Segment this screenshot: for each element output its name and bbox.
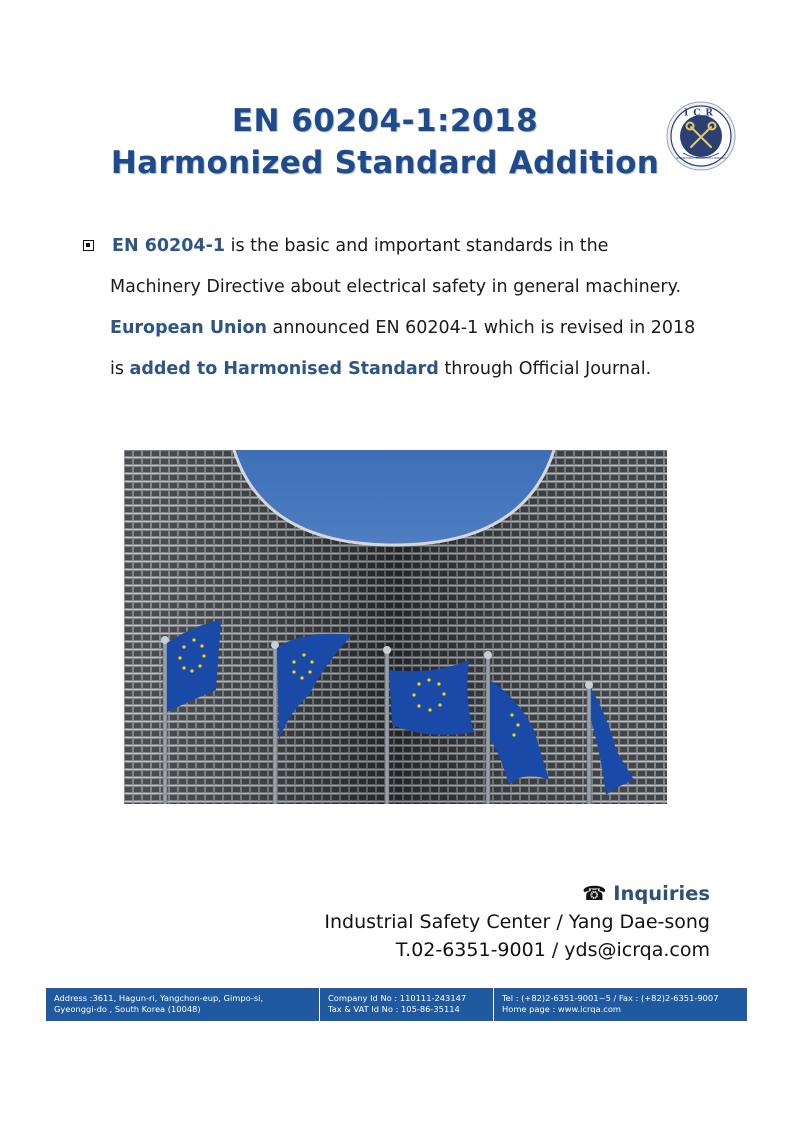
paragraph-line-4 [110, 359, 651, 379]
document-title [100, 100, 670, 184]
inquiries-block [324, 880, 710, 964]
inquiries-phone-email: T.02-6351-9001 / yds@icrqa.com [395, 939, 710, 961]
paragraph-line-2: Machinery Directive about electrical safety in general machinery. [110, 277, 682, 297]
eu-building-flags-photo [124, 450, 667, 804]
line3-text: announced EN 60204-1 which is revised in 2018 [266, 318, 696, 338]
inquiries-heading [324, 880, 710, 908]
footer-tax-id: Tax & VAT Id No : 105-86-35114 [328, 1004, 460, 1014]
logo-ring-text: INTERNATIONAL CERTIFICATION & RESEARCH [676, 157, 726, 160]
line4-text: through Official Journal. [438, 359, 652, 379]
phone-icon: ☎ [582, 882, 607, 905]
footer-company-id: Company Id No : 110111-243147 [328, 993, 467, 1003]
logo-initials: ICR [684, 108, 718, 119]
footer-bar [46, 988, 747, 1021]
paragraph-line-1 [83, 236, 608, 256]
highlight-harmonised: added to Harmonised Standard [129, 359, 439, 379]
footer-address-line1: Address :3611, Hagun-ri, Yangchon-eup, Gimpo-si, [54, 993, 264, 1003]
title-line-subtitle: Harmonized Standard Addition [110, 145, 660, 181]
square-bullet-icon [83, 240, 94, 251]
icr-logo [666, 101, 736, 171]
footer-homepage: Home page : www.icrqa.com [502, 1004, 622, 1014]
footer-tel-fax: Tel : (+82)2-6351-9001~5 / Fax : (+82)2-6351-9007 [502, 993, 719, 1003]
inquiries-title: Inquiries [613, 882, 710, 905]
footer-address-line2: Gyeonggi-do , South Korea (10048) [54, 1004, 201, 1014]
highlight-eu: European Union [110, 318, 267, 338]
highlight-standard: EN 60204-1 [112, 236, 226, 256]
line1-text: is the basic and important standards in the [225, 236, 609, 256]
footer-address [46, 988, 320, 1021]
line4-prefix: is [110, 359, 130, 379]
inquiries-contact: Industrial Safety Center / Yang Dae-song [324, 911, 710, 933]
footer-company-ids [320, 988, 494, 1021]
footer-contact [494, 988, 747, 1021]
paragraph-line-3 [110, 318, 695, 338]
title-line-standard: EN 60204-1:2018 [231, 103, 539, 139]
